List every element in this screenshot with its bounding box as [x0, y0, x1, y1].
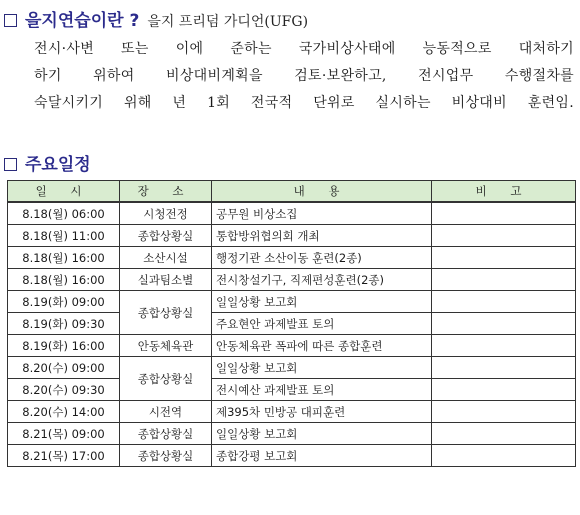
section-heading-schedule [4, 150, 91, 175]
cell-date: 8.21(목) 09:00 [8, 423, 120, 445]
square-bullet-icon [4, 158, 17, 171]
cell-place: 소산시설 [120, 247, 212, 269]
table-row [8, 247, 576, 269]
cell-content: 전시예산 과제발표 토의 [212, 379, 432, 401]
table-row [8, 313, 576, 335]
cell-place: 시전역 [120, 401, 212, 423]
cell-date: 8.20(수) 14:00 [8, 401, 120, 423]
cell-date: 8.18(월) 06:00 [8, 202, 120, 225]
cell-place: 종합상황실 [120, 423, 212, 445]
cell-content: 안동체육관 폭파에 따른 종합훈련 [212, 335, 432, 357]
section-title: 을지연습이란 ? [25, 11, 140, 31]
table-row [8, 202, 576, 225]
cell-date: 8.18(월) 16:00 [8, 247, 120, 269]
cell-place: 안동체육관 [120, 335, 212, 357]
table-row [8, 225, 576, 247]
cell-content: 행정기관 소산이동 훈련(2종) [212, 247, 432, 269]
cell-note [432, 225, 576, 247]
table-row [8, 269, 576, 291]
cell-date: 8.19(화) 16:00 [8, 335, 120, 357]
cell-content: 주요현안 과제발표 토의 [212, 313, 432, 335]
cell-place: 시청전정 [120, 202, 212, 225]
cell-content: 일일상황 보고회 [212, 291, 432, 313]
table-row [8, 445, 576, 467]
cell-date: 8.19(화) 09:00 [8, 291, 120, 313]
cell-note [432, 401, 576, 423]
cell-place: 종합상황실 [120, 357, 212, 401]
table-row [8, 401, 576, 423]
header-datetime: 일 시 [8, 181, 120, 203]
cell-content: 통합방위협의회 개최 [212, 225, 432, 247]
cell-content: 제395차 민방공 대피훈련 [212, 401, 432, 423]
table-row [8, 291, 576, 313]
section-subtitle: 을지 프리덤 가디언(UFG) [147, 14, 309, 30]
cell-date: 8.20(수) 09:30 [8, 379, 120, 401]
cell-content: 일일상황 보고회 [212, 357, 432, 379]
definition-paragraph [34, 36, 574, 117]
cell-note [432, 269, 576, 291]
cell-note [432, 335, 576, 357]
cell-note [432, 247, 576, 269]
paragraph-line: 하기 위하여 비상대비계획을 검토·보완하고, 전시업무 수행절차를 [34, 68, 574, 84]
cell-content: 일일상황 보고회 [212, 423, 432, 445]
cell-note [432, 202, 576, 225]
cell-note [432, 445, 576, 467]
cell-note [432, 313, 576, 335]
cell-content: 종합강평 보고회 [212, 445, 432, 467]
cell-content: 공무원 비상소집 [212, 202, 432, 225]
square-bullet-icon [4, 14, 17, 27]
header-place: 장 소 [120, 181, 212, 203]
paragraph-line: 숙달시키기 위해 년 1회 전국적 단위로 실시하는 비상대비 훈련임. [34, 95, 574, 111]
header-note: 비 고 [432, 181, 576, 203]
cell-content: 전시창설기구, 직제편성훈련(2종) [212, 269, 432, 291]
cell-date: 8.18(월) 16:00 [8, 269, 120, 291]
cell-place: 종합상황실 [120, 291, 212, 335]
cell-date: 8.18(월) 11:00 [8, 225, 120, 247]
table-row [8, 335, 576, 357]
cell-place: 실과팀소별 [120, 269, 212, 291]
cell-note [432, 357, 576, 379]
cell-date: 8.20(수) 09:00 [8, 357, 120, 379]
cell-date: 8.19(화) 09:30 [8, 313, 120, 335]
table-row [8, 423, 576, 445]
table-header-row [8, 181, 576, 203]
table-row [8, 357, 576, 379]
section-title: 주요일정 [25, 155, 91, 175]
cell-note [432, 291, 576, 313]
cell-place: 종합상황실 [120, 445, 212, 467]
paragraph-line: 전시·사변 또는 이에 준하는 국가비상사태에 능동적으로 대처하기 [34, 41, 574, 57]
table-row [8, 379, 576, 401]
cell-place: 종합상황실 [120, 225, 212, 247]
schedule-table [7, 180, 576, 467]
section-heading-ufg [4, 6, 308, 31]
cell-date: 8.21(목) 17:00 [8, 445, 120, 467]
cell-note [432, 379, 576, 401]
header-content: 내 용 [212, 181, 432, 203]
cell-note [432, 423, 576, 445]
